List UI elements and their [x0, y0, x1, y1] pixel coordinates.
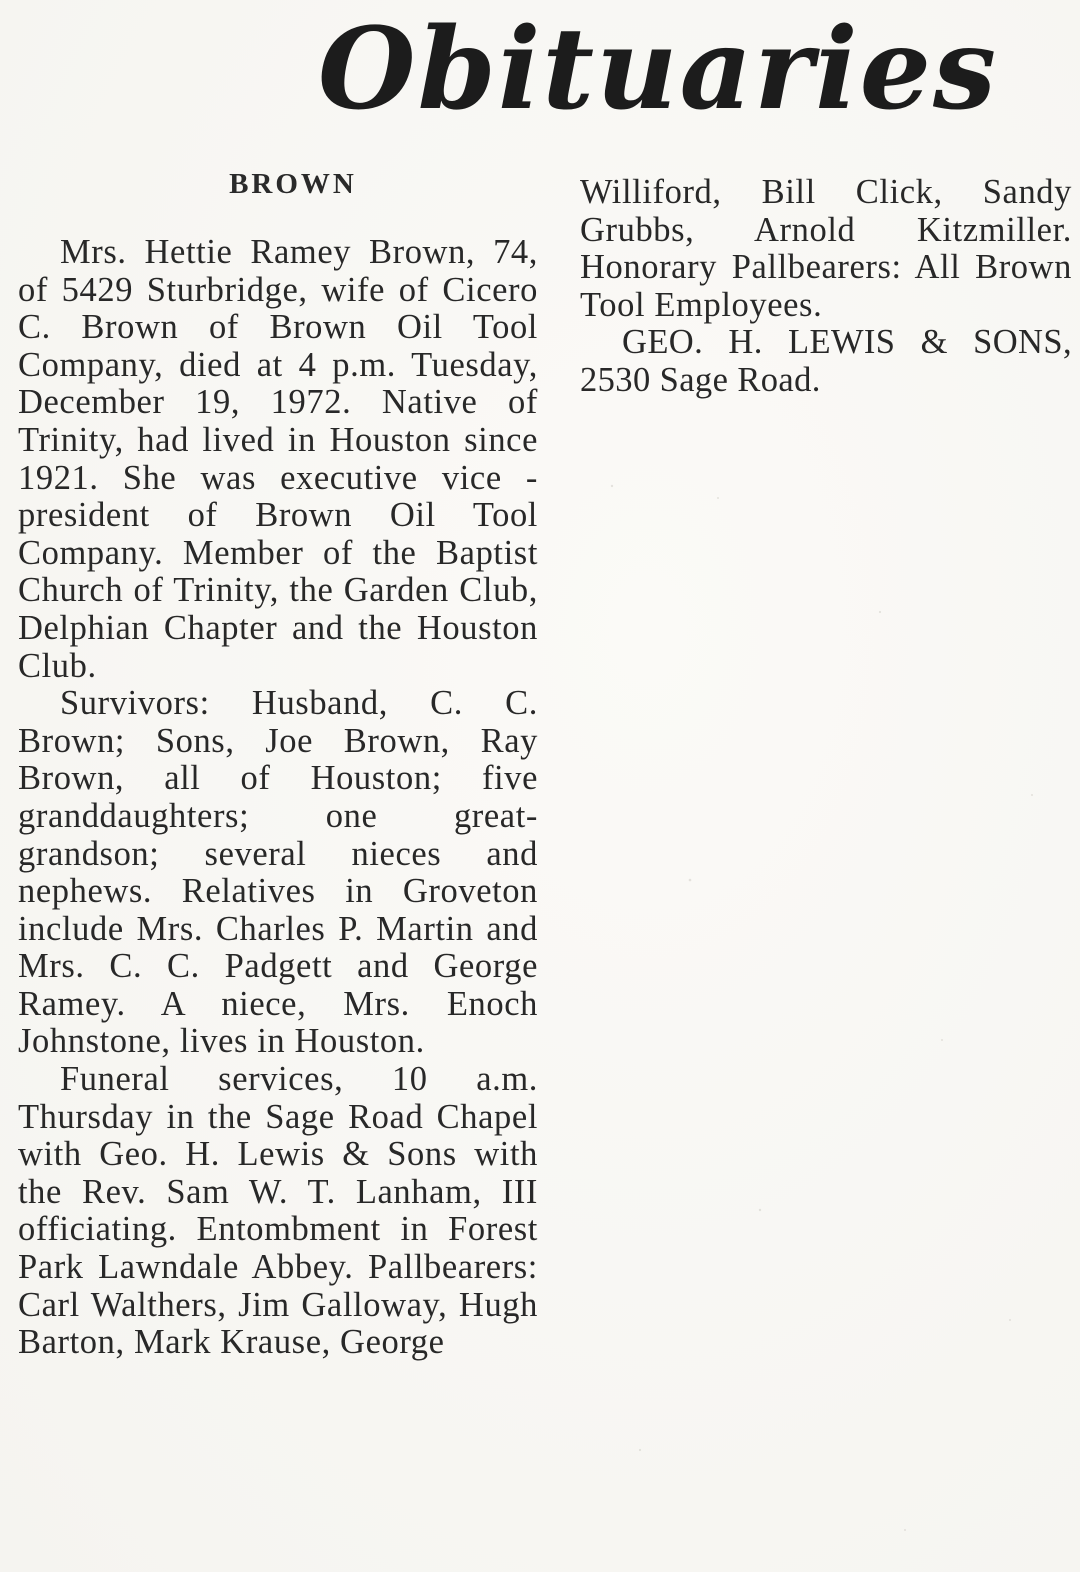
- obituary-paragraph-biography: Mrs. Hettie Ramey Brown, 74, of 5429 Sturbridge, wife of Cicero C. Brown of Brown Oil Tool Company, died at 4 p.m. Tuesday, December 19, 1972. Native of Trinity, had lived in Houston since 1921. She was executive vice -president of Brown Oil Tool Company. Member of the Baptist Church of Trinity, the Garden Club, Delphian Chapter and the Houston Club.: [18, 233, 538, 685]
- obituary-paragraph-survivors: Survivors: Husband, C. C. Brown; Sons, Joe Brown, Ray Brown, all of Houston; five granddaughters; one great-grandson; several nieces and nephews. Relatives in Groveton include Mrs. Charles P. Martin and Mrs. C. C. Padgett and George Ramey. A niece, Mrs. Enoch Johnstone, lives in Houston.: [18, 684, 538, 1061]
- funeral-home-notice: GEO. H. LEWIS & SONS, 2530 Sage Road.: [580, 323, 1072, 399]
- obituary-column-left: [18, 162, 538, 1362]
- section-headline: Obituaries: [318, 4, 999, 135]
- obituary-paragraph-continuation: Williford, Bill Click, Sandy Grubbs, Arnold Kitzmiller. Honorary Pallbearers: All Brown Tool Employees.: [580, 173, 1072, 324]
- obituary-column-right: [580, 174, 1072, 400]
- obituary-paragraph-services: Funeral services, 10 a.m. Thursday in the Sage Road Chapel with Geo. H. Lewis & Sons with the Rev. Sam W. T. Lanham, III officiating. Entombment in Forest Park Lawndale Abbey. Pallbearers: Carl Walthers, Jim Galloway, Hugh Barton, Mark Krause, George: [18, 1060, 538, 1362]
- obituary-name-heading: BROWN: [229, 168, 357, 200]
